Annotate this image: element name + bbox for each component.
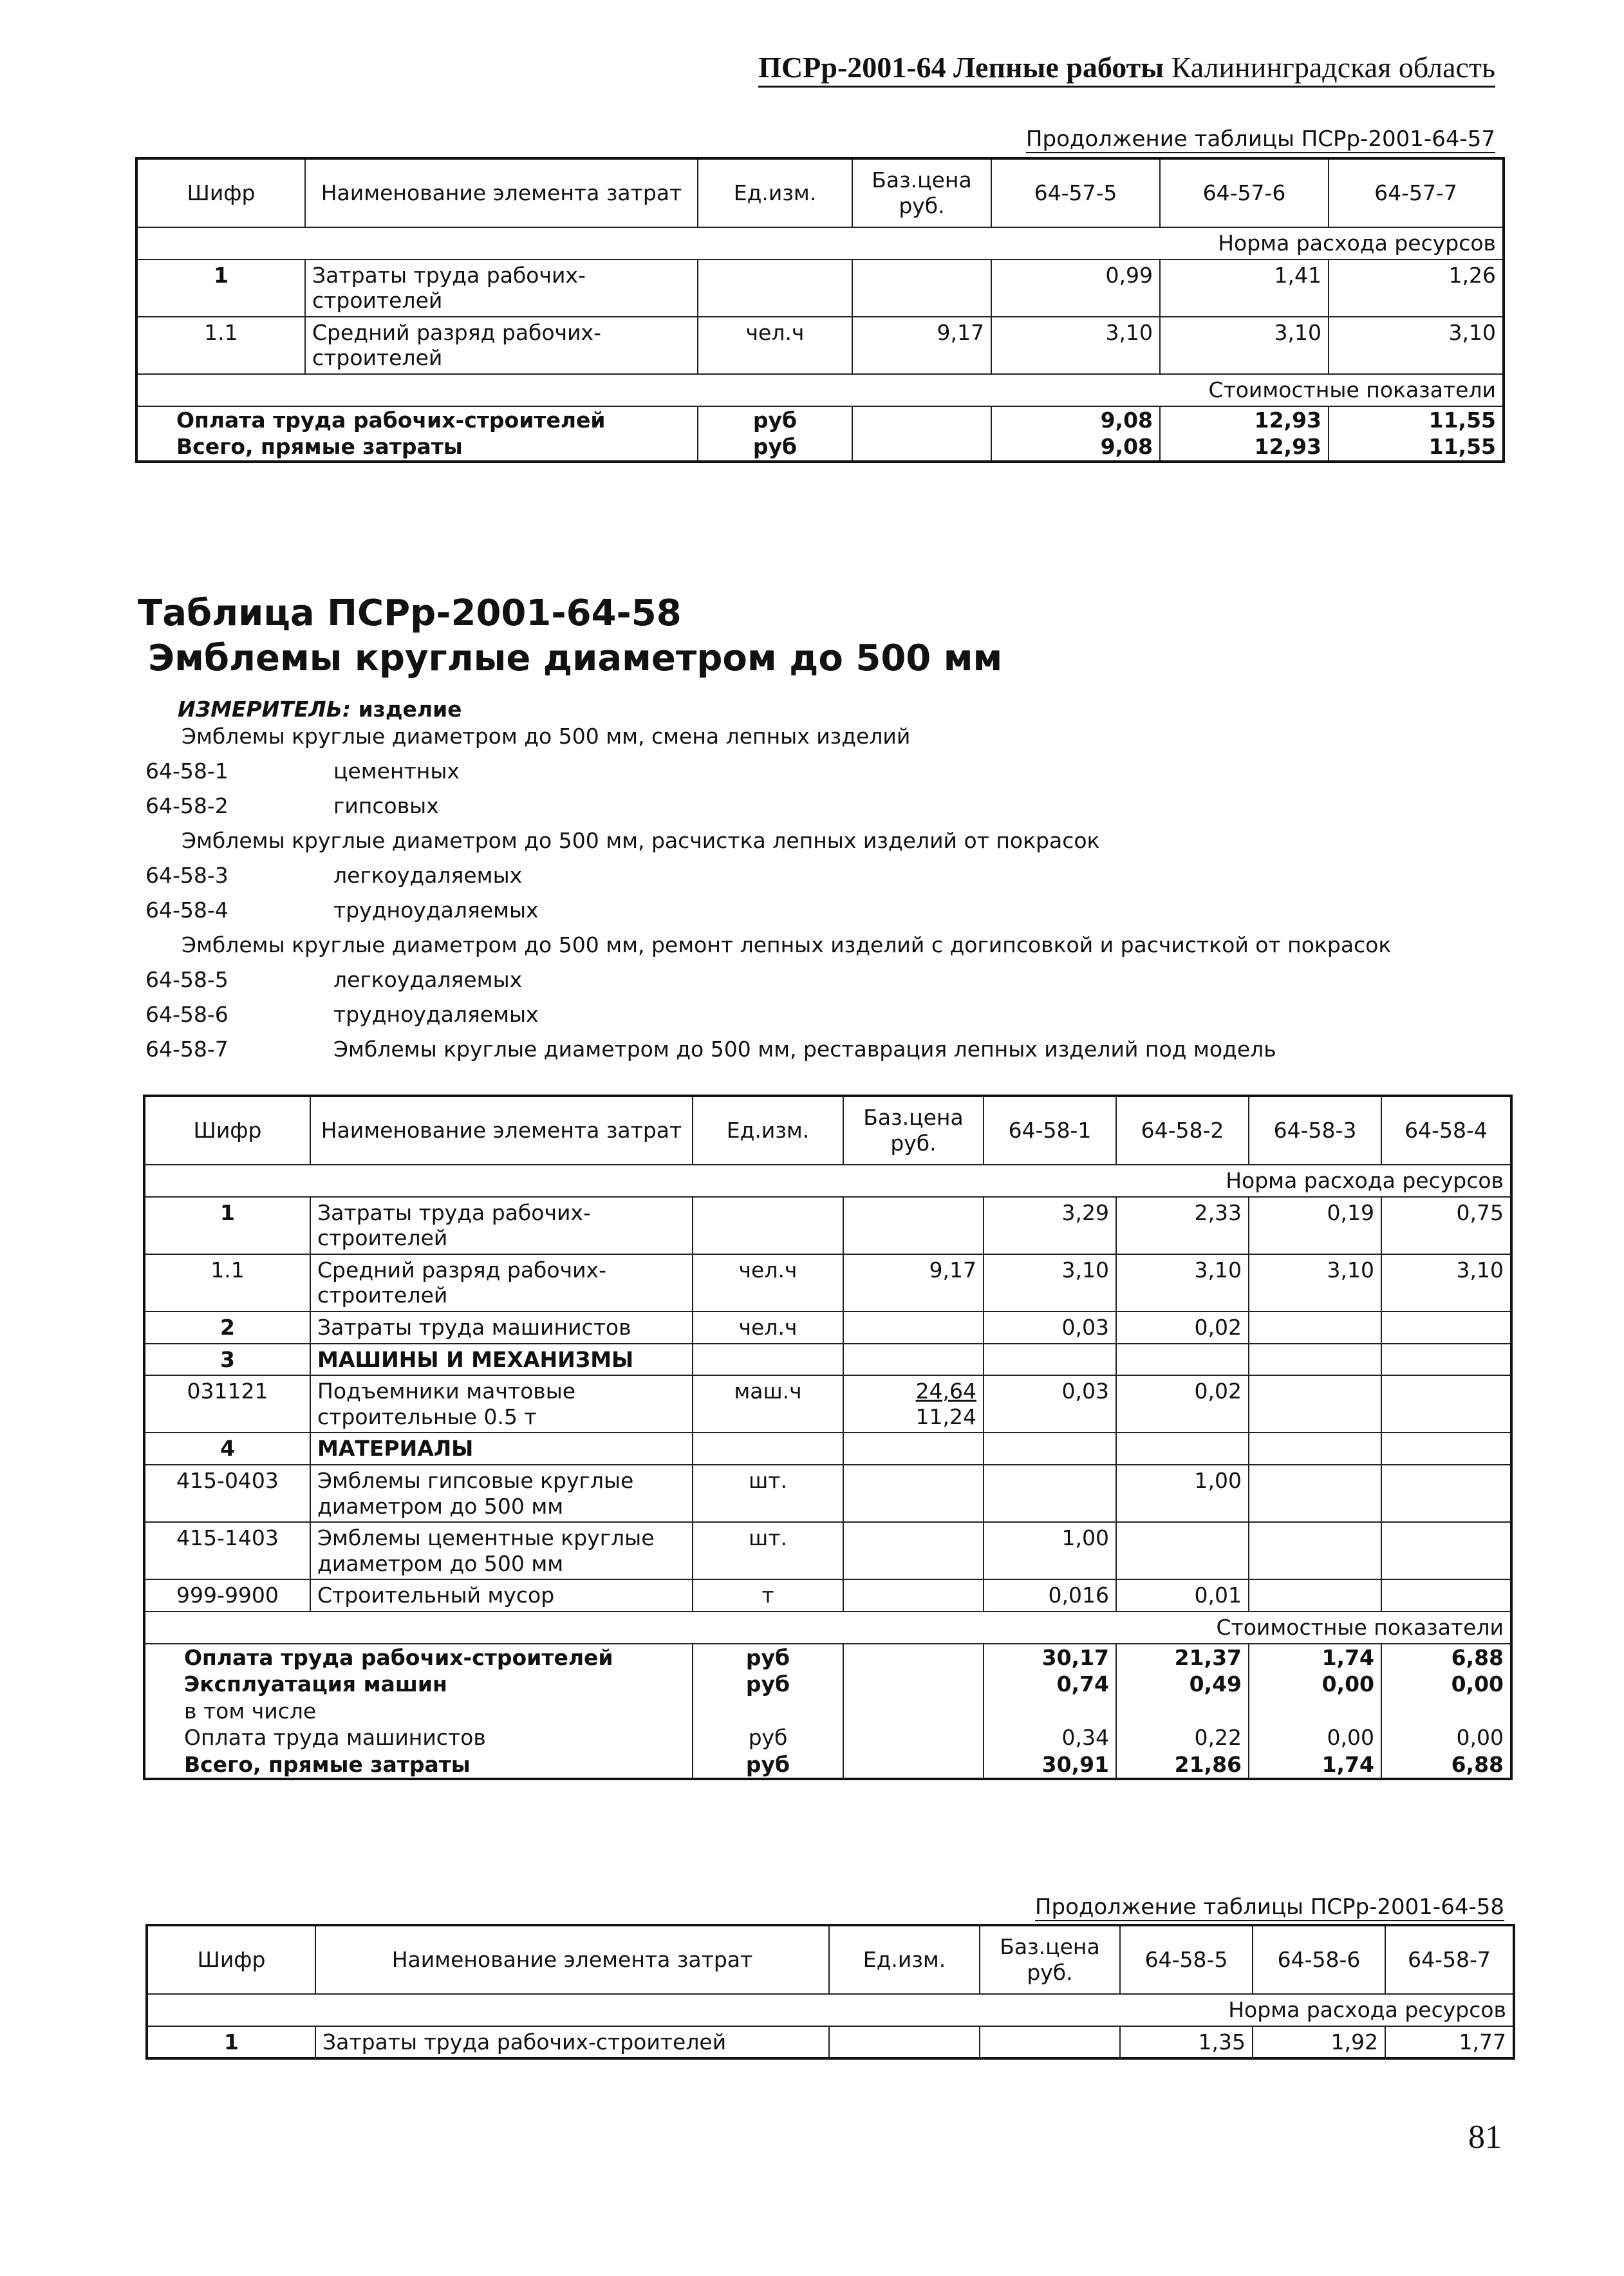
row-unit: шт. — [693, 1522, 843, 1579]
sum-v1: 0,34 — [984, 1724, 1116, 1751]
col-code: Шифр — [136, 158, 305, 227]
row-name: Затраты труда рабочих-строителей — [315, 2026, 829, 2059]
table-row — [144, 1579, 1511, 1612]
row-v4: 0,75 — [1381, 1197, 1511, 1254]
row-v4: 3,10 — [1381, 1254, 1511, 1312]
sum-v1: 30,91 — [984, 1751, 1116, 1780]
sum-v3: 11,55 — [1329, 406, 1504, 434]
row-v3 — [1249, 1579, 1381, 1612]
row-price: 9,17 — [843, 1254, 984, 1312]
sum-v1: 9,08 — [991, 406, 1160, 434]
price-top: 24,64 — [915, 1378, 976, 1404]
table-row — [144, 1254, 1511, 1312]
col-code: Шифр — [147, 1925, 315, 1994]
row-v4 — [1381, 1375, 1511, 1433]
row-unit — [698, 259, 852, 317]
row-name: Средний разряд рабочих-строителей — [310, 1254, 693, 1312]
col-v1: 64-58-5 — [1120, 1925, 1253, 1994]
row-v4 — [1381, 1579, 1511, 1612]
row-name: Затраты труда рабочих-строителей — [310, 1197, 693, 1254]
section-title: Таблица ПСРр-2001-64-58 — [138, 592, 682, 634]
row-code: 415-0403 — [144, 1465, 310, 1522]
row-v3 — [1249, 1312, 1381, 1344]
item-text: легкоудаляемых — [333, 967, 523, 992]
row-code: 1 — [147, 2026, 315, 2059]
table58b-header-row — [147, 1925, 1514, 1994]
row-unit: шт. — [693, 1465, 843, 1522]
col-v2: 64-58-6 — [1253, 1925, 1385, 1994]
row-price — [843, 1375, 984, 1433]
sum-v2: 21,37 — [1116, 1644, 1249, 1671]
col-unit: Ед.изм. — [829, 1925, 980, 1994]
row-price — [843, 1197, 984, 1254]
col-v3: 64-58-3 — [1249, 1096, 1381, 1165]
table57-caption: Продолжение таблицы ПСРр-2001-64-57 — [1025, 126, 1495, 152]
table57-header-row — [136, 158, 1504, 227]
table57 — [135, 157, 1505, 463]
col-price: Баз.цена руб. — [852, 158, 991, 227]
row-code: 1.1 — [144, 1254, 310, 1312]
row-v3: 1,77 — [1385, 2026, 1514, 2059]
table-row — [136, 317, 1504, 374]
table-row — [144, 1522, 1511, 1579]
row-v1: 3,29 — [984, 1197, 1116, 1254]
sum-v4: 0,00 — [1381, 1724, 1511, 1751]
row-v1: 1,35 — [1120, 2026, 1253, 2059]
row-v4 — [1381, 1522, 1511, 1579]
sum-v1: 0,74 — [984, 1671, 1116, 1698]
cost-label: Стоимостные показатели — [144, 1612, 1511, 1644]
row-name: Затраты труда рабочих-строителей — [305, 259, 698, 317]
item-text: Эмблемы круглые диаметром до 500 мм, реставрация лепных изделий под модель — [333, 1037, 1276, 1062]
table-row — [144, 1465, 1511, 1522]
sum-v2: 0,49 — [1116, 1671, 1249, 1698]
row-unit: чел.ч — [693, 1254, 843, 1312]
row-v3: 0,19 — [1249, 1197, 1381, 1254]
row-name: Затраты труда машинистов — [310, 1312, 693, 1344]
row-price — [980, 2026, 1120, 2059]
col-v1: 64-57-5 — [991, 158, 1160, 227]
sum-unit: руб — [698, 406, 852, 434]
sum-unit: руб — [698, 433, 852, 462]
row-code: 4 — [144, 1433, 310, 1465]
sum-unit: руб — [693, 1751, 843, 1780]
row-unit: маш.ч — [693, 1375, 843, 1433]
item-text: трудноудаляемых — [333, 898, 539, 923]
row-code: 1 — [136, 259, 305, 317]
cost-label: Стоимостные показатели — [136, 374, 1504, 406]
sum-v3: 11,55 — [1329, 433, 1504, 462]
row-name: Эмблемы гипсовые круглые диаметром до 500 мм — [310, 1465, 693, 1522]
sum-name: Оплата труда рабочих-строителей — [144, 1644, 693, 1671]
row-v4 — [1381, 1312, 1511, 1344]
norm-row — [147, 1994, 1514, 2026]
sum-unit: руб — [693, 1671, 843, 1698]
row-v2: 3,10 — [1160, 317, 1329, 374]
page-number: 81 — [1468, 2119, 1502, 2156]
col-unit: Ед.изм. — [693, 1096, 843, 1165]
norm-label: Норма расхода ресурсов — [136, 227, 1504, 259]
table-row — [144, 1344, 1511, 1376]
row-price: 9,17 — [852, 317, 991, 374]
sum-v3: 1,74 — [1249, 1751, 1381, 1780]
sum-row — [136, 433, 1504, 462]
col-name: Наименование элемента затрат — [305, 158, 698, 227]
table-row — [144, 1197, 1511, 1254]
row-v3 — [1249, 1375, 1381, 1433]
header-region: Калининградская область — [1171, 51, 1495, 84]
col-name: Наименование элемента затрат — [310, 1096, 693, 1165]
item-code: 64-58-3 — [145, 863, 229, 888]
table-row — [144, 1375, 1511, 1433]
sum-v3: 0,00 — [1249, 1724, 1381, 1751]
section-subtitle: Эмблемы круглые диаметром до 500 мм — [148, 637, 1003, 679]
row-name: Средний разряд рабочих-строителей — [305, 317, 698, 374]
norm-row — [136, 227, 1504, 259]
sum-name: Оплата труда машинистов — [144, 1724, 693, 1751]
table-row — [144, 1433, 1511, 1465]
table-row — [136, 259, 1504, 317]
row-v3 — [1249, 1522, 1381, 1579]
row-unit: чел.ч — [698, 317, 852, 374]
row-v2: 0,01 — [1116, 1579, 1249, 1612]
item-text: трудноудаляемых — [333, 1002, 539, 1027]
row-v1: 0,03 — [984, 1375, 1116, 1433]
sum-row — [136, 406, 1504, 434]
row-v1: 1,00 — [984, 1522, 1116, 1579]
sum-row — [144, 1724, 1511, 1751]
desc-line: Эмблемы круглые диаметром до 500 мм, смена лепных изделий — [182, 724, 911, 749]
price-bottom: 11,24 — [915, 1404, 976, 1429]
meter-label: ИЗМЕРИТЕЛЬ: — [178, 697, 351, 722]
row-v3: 1,26 — [1329, 259, 1504, 317]
row-code: 999-9900 — [144, 1579, 310, 1612]
sum-v2: 0,22 — [1116, 1724, 1249, 1751]
row-price — [843, 1579, 984, 1612]
page-header — [758, 50, 1495, 88]
sum-name: Всего, прямые затраты — [144, 1751, 693, 1780]
desc-line: Эмблемы круглые диаметром до 500 мм, ремонт лепных изделий с догипсовкой и расчисткой от покрасок — [182, 932, 1392, 957]
sum-row — [144, 1698, 1511, 1725]
row-name: МАТЕРИАЛЫ — [310, 1433, 693, 1465]
col-price: Баз.цена руб. — [980, 1925, 1120, 1994]
meter-value: изделие — [358, 697, 462, 722]
col-v3: 64-57-7 — [1329, 158, 1504, 227]
row-v1: 3,10 — [991, 317, 1160, 374]
item-code: 64-58-2 — [145, 793, 229, 818]
sum-unit: руб — [693, 1724, 843, 1751]
row-unit: т — [693, 1579, 843, 1612]
row-price — [843, 1465, 984, 1522]
row-code: 2 — [144, 1312, 310, 1344]
col-price: Баз.цена руб. — [843, 1096, 984, 1165]
row-v1: 0,99 — [991, 259, 1160, 317]
row-v2: 1,92 — [1253, 2026, 1385, 2059]
table-row — [144, 1312, 1511, 1344]
row-code: 1 — [144, 1197, 310, 1254]
sum-name: в том числе — [144, 1698, 693, 1725]
row-v3: 3,10 — [1329, 317, 1504, 374]
row-v2: 0,02 — [1116, 1312, 1249, 1344]
row-unit — [693, 1197, 843, 1254]
row-v2: 0,02 — [1116, 1375, 1249, 1433]
item-text: легкоудаляемых — [333, 863, 523, 888]
sum-name: Всего, прямые затраты — [136, 433, 698, 462]
norm-row — [144, 1165, 1511, 1197]
col-v2: 64-57-6 — [1160, 158, 1329, 227]
sum-name: Эксплуатация машин — [144, 1671, 693, 1698]
item-code: 64-58-6 — [145, 1002, 229, 1027]
table58a-header-row — [144, 1096, 1511, 1165]
sum-v4: 0,00 — [1381, 1671, 1511, 1698]
sum-v4: 6,88 — [1381, 1751, 1511, 1780]
sum-row — [144, 1671, 1511, 1698]
sum-v1: 9,08 — [991, 433, 1160, 462]
sum-v2: 12,93 — [1160, 406, 1329, 434]
col-name: Наименование элемента затрат — [315, 1925, 829, 1994]
row-name: Строительный мусор — [310, 1579, 693, 1612]
item-text: гипсовых — [333, 793, 439, 818]
sum-v2: 12,93 — [1160, 433, 1329, 462]
row-code: 415-1403 — [144, 1522, 310, 1579]
col-unit: Ед.изм. — [698, 158, 852, 227]
row-v2 — [1116, 1522, 1249, 1579]
row-code: 031121 — [144, 1375, 310, 1433]
row-price — [852, 259, 991, 317]
row-v1: 3,10 — [984, 1254, 1116, 1312]
item-code: 64-58-1 — [145, 758, 229, 784]
row-v2: 1,41 — [1160, 259, 1329, 317]
sum-row — [144, 1644, 1511, 1671]
table-row — [147, 2026, 1514, 2059]
row-code: 3 — [144, 1344, 310, 1376]
row-name: Эмблемы цементные круглые диаметром до 500 мм — [310, 1522, 693, 1579]
row-unit: чел.ч — [693, 1312, 843, 1344]
row-price — [843, 1312, 984, 1344]
sum-name: Оплата труда рабочих-строителей — [136, 406, 698, 434]
item-code: 64-58-4 — [145, 898, 229, 923]
col-v1: 64-58-1 — [984, 1096, 1116, 1165]
col-v3: 64-58-7 — [1385, 1925, 1514, 1994]
row-v3 — [1249, 1465, 1381, 1522]
row-v2: 3,10 — [1116, 1254, 1249, 1312]
sum-v4: 6,88 — [1381, 1644, 1511, 1671]
sum-row — [144, 1751, 1511, 1780]
row-v3: 3,10 — [1249, 1254, 1381, 1312]
header-code: ПСРр-2001-64 — [758, 51, 946, 84]
row-v2: 2,33 — [1116, 1197, 1249, 1254]
cost-row — [144, 1612, 1511, 1644]
sum-v1: 30,17 — [984, 1644, 1116, 1671]
sum-v3: 0,00 — [1249, 1671, 1381, 1698]
cost-row — [136, 374, 1504, 406]
sum-v3: 1,74 — [1249, 1644, 1381, 1671]
row-v4 — [1381, 1465, 1511, 1522]
item-text: цементных — [333, 758, 460, 784]
row-code: 1.1 — [136, 317, 305, 374]
desc-line: Эмблемы круглые диаметром до 500 мм, расчистка лепных изделий от покрасок — [182, 828, 1100, 853]
meter — [178, 697, 462, 722]
row-v1 — [984, 1465, 1116, 1522]
norm-label: Норма расхода ресурсов — [147, 1994, 1514, 2026]
row-v1: 0,03 — [984, 1312, 1116, 1344]
sum-unit: руб — [693, 1644, 843, 1671]
row-v2: 1,00 — [1116, 1465, 1249, 1522]
row-unit — [829, 2026, 980, 2059]
row-v1: 0,016 — [984, 1579, 1116, 1612]
table58b — [145, 1924, 1515, 2060]
row-name: МАШИНЫ И МЕХАНИЗМЫ — [310, 1344, 693, 1376]
header-title: Лепные работы — [953, 51, 1164, 84]
table58b-caption: Продолжение таблицы ПСРр-2001-64-58 — [1034, 1894, 1504, 1920]
row-price — [843, 1522, 984, 1579]
row-name: Подъемники мачтовые строительные 0.5 т — [310, 1375, 693, 1433]
col-code: Шифр — [144, 1096, 310, 1165]
item-code: 64-58-5 — [145, 967, 229, 992]
col-v4: 64-58-4 — [1381, 1096, 1511, 1165]
col-v2: 64-58-2 — [1116, 1096, 1249, 1165]
norm-label: Норма расхода ресурсов — [144, 1165, 1511, 1197]
item-code: 64-58-7 — [145, 1037, 229, 1062]
sum-v2: 21,86 — [1116, 1751, 1249, 1780]
table58a — [143, 1095, 1513, 1780]
